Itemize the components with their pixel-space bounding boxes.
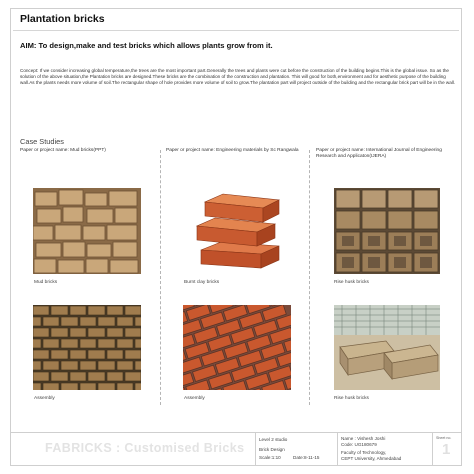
aim-statement: AIM: To design,make and test bricks which allows plants grow from it. — [20, 41, 273, 50]
mud-bricks-photo — [33, 188, 141, 274]
student-name: Name : Vishesh Joshi — [341, 436, 386, 441]
case-study-3-heading: Paper or project name: International Journal of Engineering Research and Applicaton(IJERA) — [316, 148, 442, 159]
title-block-divider-1 — [255, 432, 256, 465]
mud-assembly-photo — [33, 305, 141, 390]
title-block-divider-3 — [432, 432, 433, 465]
title-block-divider-2 — [337, 432, 338, 465]
column-divider-2 — [309, 150, 310, 405]
sheet-number: 1 — [442, 441, 451, 458]
mud-bricks-caption: Mud bricks — [34, 280, 58, 285]
rice-husk-bricks-caption: Rise husk bricks — [334, 280, 369, 285]
studio-level: Level 2 studio — [259, 437, 288, 442]
brick-wall-assembly-caption: Assembly — [184, 396, 205, 401]
mud-assembly-caption: Assembly — [34, 396, 55, 401]
burnt-clay-bricks-caption: Burnt clay bricks — [184, 280, 220, 285]
burnt-clay-bricks-photo — [183, 188, 291, 274]
title-divider — [13, 30, 459, 31]
brick-wall-assembly-photo — [183, 305, 291, 390]
rice-husk-blocks-photo — [334, 305, 440, 390]
case-study-2-heading: Paper or project name: Engineering materials by Sc Rangwala — [166, 148, 299, 153]
rice-husk-bricks-photo — [334, 188, 440, 274]
faculty-name: Faculty of Technology, — [341, 450, 387, 455]
column-divider-1 — [160, 150, 161, 405]
drawing-scale: Scale:1:10 — [259, 455, 281, 460]
drawing-date: Date:8-11-15 — [293, 455, 320, 460]
concept-paragraph: Concept: If we consider increasing global temperature,the trees are the most important part.Generally the trees and plants were cut before the construction of the building begins.This is the global issue. So as the solution of the above situation,the Plantation bricks are designed.These bricks are the combination of the construction and plantation. This will good for both,environment and for aesthetic purpose of the building wall.As the plants needs more volume of soil.The rectangular shape of hole provides more volume of soil to grow.The plantation part will project outside of the building and the rectangular brick part will be in the wall. — [20, 68, 456, 85]
case-study-1-heading: Paper or project name: Mud bricks(PPT) — [20, 148, 106, 153]
case-studies-heading: Case Studies — [20, 137, 64, 146]
university-name: CEPT University, Ahmedabad — [341, 456, 402, 461]
student-code: Code: UG180679 — [341, 442, 377, 447]
sheet-number-label: Sheet no. — [436, 436, 452, 440]
brand-title: FABRICKS : Customised Bricks — [45, 441, 245, 455]
rice-husk-blocks-caption: Rise husk bricks — [334, 396, 369, 401]
subject-name: Brick Design — [259, 447, 285, 452]
page-title: Plantation bricks — [20, 13, 105, 25]
